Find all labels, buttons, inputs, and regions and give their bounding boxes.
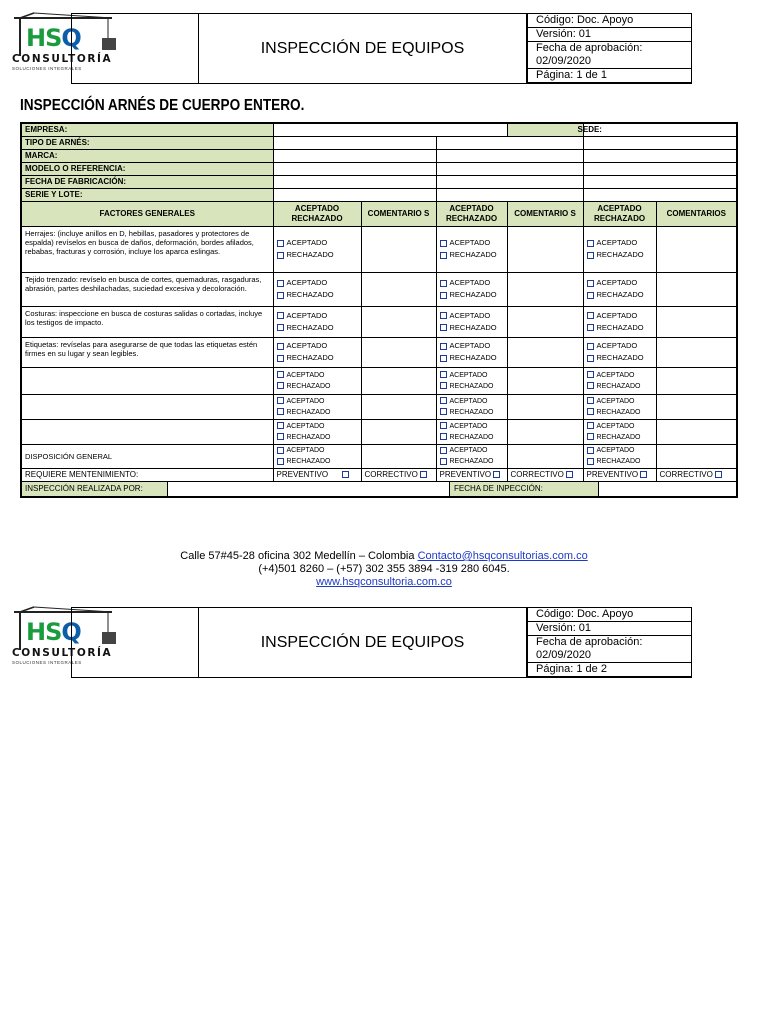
table-row bbox=[21, 394, 737, 419]
option-aceptado: ACEPTADO bbox=[596, 422, 635, 430]
table-row bbox=[21, 226, 737, 272]
field-3-value-a[interactable] bbox=[273, 162, 436, 175]
option-aceptado: ACEPTADO bbox=[449, 371, 488, 379]
doc-version: Versión: 01 bbox=[528, 28, 692, 42]
contact-footer bbox=[0, 550, 768, 589]
option-cell bbox=[583, 394, 656, 419]
option-aceptado: ACEPTADO bbox=[286, 397, 325, 405]
option-rechazado: RECHAZADO bbox=[596, 322, 644, 332]
option-aceptado: ACEPTADO bbox=[596, 341, 638, 350]
option-rechazado: RECHAZADO bbox=[286, 433, 331, 441]
col-aceptado-2: ACEPTADO RECHAZADO bbox=[436, 201, 507, 226]
option-rechazado: RECHAZADO bbox=[449, 382, 494, 390]
option-rechazado: RECHAZADO bbox=[449, 250, 497, 259]
logo-brand: HSQ bbox=[26, 618, 81, 646]
doc-page: Página: 1 de 2 bbox=[528, 663, 692, 677]
option-rechazado: RECHAZADO bbox=[449, 290, 497, 299]
option-cell bbox=[583, 367, 656, 394]
preventivo-cell bbox=[583, 468, 656, 481]
checkbox-aceptado[interactable] bbox=[587, 280, 594, 287]
requiere-mantenimiento-label: REQUIERE MENTENIMIENTO: bbox=[21, 468, 273, 481]
approval-date: 02/09/2020 bbox=[536, 649, 592, 661]
field-5-value-a[interactable] bbox=[273, 188, 436, 201]
inspection-form bbox=[20, 122, 738, 498]
comment-cell[interactable] bbox=[507, 444, 583, 468]
table-row bbox=[21, 419, 737, 444]
field-3-value-b[interactable] bbox=[436, 162, 583, 175]
factor-herrajes: Herrajes: (incluye anillos en D, hebillas, pasadores y protectores de espalda) revíselos en busca de daños, deformación, bordes afilados, rebabas, fracturas y corrosión, incluye los aparca eslingas. bbox=[21, 226, 273, 272]
checkbox-aceptado[interactable] bbox=[587, 343, 594, 350]
option-aceptado: ACEPTADO bbox=[596, 397, 635, 405]
option-rechazado: RECHAZADO bbox=[596, 382, 641, 390]
option-rechazado: RECHAZADO bbox=[449, 433, 494, 441]
table-row bbox=[21, 337, 737, 367]
comment-cell[interactable] bbox=[507, 306, 583, 337]
factor-etiquetas: Etiquetas: revíselas para asegurarse de que todas las etiquetas estén firmes en su lugar y sean legibles. bbox=[21, 337, 273, 367]
checkbox-aceptado[interactable] bbox=[277, 447, 284, 454]
comment-cell[interactable] bbox=[656, 306, 737, 337]
modelo-label: MODELO O REFERENCIA: bbox=[21, 162, 273, 175]
col-factores-generales: FACTORES GENERALES bbox=[21, 201, 273, 226]
option-rechazado: RECHAZADO bbox=[449, 353, 497, 362]
option-rechazado: RECHAZADO bbox=[286, 353, 334, 362]
field-1-value-c[interactable] bbox=[583, 136, 737, 149]
option-aceptado: ACEPTADO bbox=[596, 310, 638, 320]
fecha-fabricacion-label: FECHA DE FABRICACIÓN: bbox=[21, 175, 273, 188]
doc-code: Código: Doc. Apoyo bbox=[528, 608, 692, 622]
option-aceptado: ACEPTADO bbox=[286, 310, 328, 320]
comment-cell[interactable] bbox=[507, 337, 583, 367]
logo-name: CONSULTORÍA bbox=[12, 647, 113, 659]
option-rechazado: RECHAZADO bbox=[286, 290, 334, 299]
checkbox-aceptado[interactable] bbox=[440, 280, 447, 287]
checkbox-aceptado[interactable] bbox=[440, 343, 447, 350]
field-5-value-b[interactable] bbox=[436, 188, 583, 201]
comment-cell[interactable] bbox=[361, 306, 436, 337]
approval-date: 02/09/2020 bbox=[536, 55, 592, 67]
sede-label: SEDE: bbox=[507, 123, 583, 136]
option-rechazado: RECHAZADO bbox=[596, 250, 644, 259]
option-aceptado: ACEPTADO bbox=[449, 422, 488, 430]
comment-cell[interactable] bbox=[656, 337, 737, 367]
checkbox-rechazado[interactable] bbox=[587, 355, 594, 362]
preventivo-cell bbox=[436, 468, 507, 481]
comment-cell[interactable] bbox=[361, 444, 436, 468]
checkbox-rechazado[interactable] bbox=[440, 382, 447, 389]
checkbox-aceptado[interactable] bbox=[587, 312, 594, 319]
doc-page: Página: 1 de 1 bbox=[528, 69, 692, 83]
comment-cell[interactable] bbox=[656, 226, 737, 272]
table-row bbox=[21, 367, 737, 394]
col-comentario-2: COMENTARIO S bbox=[507, 201, 583, 226]
correctivo-label: CORRECTIVO bbox=[659, 470, 713, 479]
checkbox-rechazado[interactable] bbox=[277, 355, 284, 362]
correctivo-cell bbox=[656, 468, 737, 481]
col-comentario-1: COMENTARIO S bbox=[361, 201, 436, 226]
approval-label: Fecha de aprobación: bbox=[536, 42, 643, 54]
option-cell bbox=[583, 226, 656, 272]
option-cell bbox=[436, 394, 507, 419]
col-aceptado-3: ACEPTADO RECHAZADO bbox=[583, 201, 656, 226]
field-4-value-a[interactable] bbox=[273, 175, 436, 188]
footer-website-link[interactable]: www.hsqconsultoria.com.co bbox=[316, 576, 452, 588]
logo-tagline: SOLUCIONES INTEGRALES bbox=[12, 660, 82, 665]
option-cell bbox=[436, 226, 507, 272]
comment-cell[interactable] bbox=[656, 367, 737, 394]
option-cell bbox=[583, 306, 656, 337]
footer-row-cell bbox=[21, 481, 737, 497]
checkbox-aceptado[interactable] bbox=[440, 240, 447, 247]
table-row bbox=[21, 272, 737, 306]
comment-cell[interactable] bbox=[361, 272, 436, 306]
checkbox-rechazado[interactable] bbox=[277, 382, 284, 389]
doc-version: Versión: 01 bbox=[528, 622, 692, 636]
comment-cell[interactable] bbox=[361, 337, 436, 367]
checkbox-rechazado[interactable] bbox=[587, 382, 594, 389]
option-rechazado: RECHAZADO bbox=[596, 458, 641, 465]
option-rechazado: RECHAZADO bbox=[596, 290, 644, 299]
option-rechazado: RECHAZADO bbox=[286, 382, 331, 390]
logo-tagline: SOLUCIONES INTEGRALES bbox=[12, 66, 82, 71]
factor-blank[interactable] bbox=[21, 367, 273, 394]
disposicion-general: DISPOSICIÓN GENERAL bbox=[21, 444, 273, 468]
sede-field[interactable] bbox=[583, 123, 737, 136]
option-rechazado: RECHAZADO bbox=[286, 250, 334, 259]
document-meta bbox=[527, 13, 692, 83]
checkbox-aceptado[interactable] bbox=[277, 343, 284, 350]
option-cell bbox=[273, 272, 361, 306]
checkbox-rechazado[interactable] bbox=[440, 433, 447, 440]
checkbox-aceptado[interactable] bbox=[277, 397, 284, 404]
checkbox-aceptado[interactable] bbox=[440, 422, 447, 429]
document-title: INSPECCIÓN DE EQUIPOS bbox=[260, 633, 465, 651]
correctivo-cell bbox=[361, 468, 436, 481]
checkbox-aceptado[interactable] bbox=[587, 397, 594, 404]
logo-brand: HSQ bbox=[26, 24, 81, 52]
marca-label: MARCA: bbox=[21, 149, 273, 162]
checkbox-preventivo[interactable] bbox=[493, 471, 500, 478]
checkbox-rechazado[interactable] bbox=[587, 408, 594, 415]
empresa-label: EMPRESA: bbox=[21, 123, 273, 136]
option-rechazado: RECHAZADO bbox=[449, 322, 497, 332]
checkbox-aceptado[interactable] bbox=[440, 397, 447, 404]
option-cell bbox=[583, 444, 656, 468]
preventivo-label: PREVENTIVO bbox=[586, 470, 639, 479]
factor-tejido: Tejido trenzado: revíselo en busca de cortes, quemaduras, rasgaduras, abrasión, partes deshilachadas, suciedad excesiva y decoloración. bbox=[21, 272, 273, 306]
correctivo-label: CORRECTIVO bbox=[364, 470, 418, 479]
comment-cell[interactable] bbox=[656, 419, 737, 444]
option-aceptado: ACEPTADO bbox=[449, 447, 488, 454]
option-cell bbox=[436, 419, 507, 444]
checkbox-rechazado[interactable] bbox=[440, 458, 447, 465]
option-aceptado: ACEPTADO bbox=[449, 310, 491, 320]
option-aceptado: ACEPTADO bbox=[596, 371, 635, 379]
option-cell bbox=[273, 226, 361, 272]
option-cell bbox=[583, 419, 656, 444]
option-aceptado: ACEPTADO bbox=[286, 278, 328, 287]
option-aceptado: ACEPTADO bbox=[286, 341, 328, 350]
checkbox-rechazado[interactable] bbox=[440, 408, 447, 415]
checkbox-aceptado[interactable] bbox=[277, 422, 284, 429]
option-aceptado: ACEPTADO bbox=[596, 278, 638, 287]
realizada-por-label: INSPECCIÓN REALIZADA POR: bbox=[22, 482, 168, 496]
footer-address: Calle 57#45-28 oficina 302 Medellín – Colombia bbox=[180, 550, 415, 562]
comment-cell[interactable] bbox=[507, 394, 583, 419]
option-cell bbox=[436, 272, 507, 306]
option-cell bbox=[273, 444, 361, 468]
option-aceptado: ACEPTADO bbox=[286, 422, 325, 430]
option-cell bbox=[273, 419, 361, 444]
option-rechazado: RECHAZADO bbox=[596, 408, 641, 416]
preventivo-label: PREVENTIVO bbox=[439, 470, 492, 479]
doc-approval bbox=[528, 42, 692, 69]
option-cell bbox=[273, 337, 361, 367]
approval-label: Fecha de aprobación: bbox=[536, 636, 643, 648]
checkbox-rechazado[interactable] bbox=[587, 252, 594, 259]
serie-lote-label: SERIE Y LOTE: bbox=[21, 188, 273, 201]
option-aceptado: ACEPTADO bbox=[449, 397, 488, 405]
option-aceptado: ACEPTADO bbox=[449, 278, 491, 287]
fecha-inspeccion-field[interactable] bbox=[599, 482, 736, 496]
checkbox-aceptado[interactable] bbox=[277, 312, 284, 319]
checkbox-rechazado[interactable] bbox=[440, 324, 447, 331]
checkbox-aceptado[interactable] bbox=[587, 240, 594, 247]
option-cell bbox=[583, 272, 656, 306]
col-comentarios-3: COMENTARIOS bbox=[656, 201, 737, 226]
checkbox-rechazado[interactable] bbox=[440, 292, 447, 299]
fecha-inspeccion-label: FECHA DE INPECCIÓN: bbox=[450, 482, 599, 496]
checkbox-correctivo[interactable] bbox=[566, 471, 573, 478]
option-cell bbox=[436, 367, 507, 394]
comment-cell[interactable] bbox=[361, 226, 436, 272]
preventivo-label: PREVENTIVO bbox=[276, 470, 329, 479]
checkbox-rechazado[interactable] bbox=[277, 252, 284, 259]
checkbox-aceptado[interactable] bbox=[587, 422, 594, 429]
comment-cell[interactable] bbox=[507, 367, 583, 394]
sheet-title: INSPECCIÓN ARNÉS DE CUERPO ENTERO. bbox=[20, 97, 305, 114]
field-4-value-b[interactable] bbox=[436, 175, 583, 188]
checkbox-rechazado[interactable] bbox=[587, 433, 594, 440]
empresa-field[interactable] bbox=[273, 123, 507, 136]
tipo-arnes-label: TIPO DE ARNÉS: bbox=[21, 136, 273, 149]
option-cell bbox=[273, 394, 361, 419]
logo-brand-q: Q bbox=[61, 24, 81, 52]
field-2-value-b[interactable] bbox=[436, 149, 583, 162]
checkbox-aceptado[interactable] bbox=[440, 447, 447, 454]
option-rechazado: RECHAZADO bbox=[286, 458, 331, 465]
correctivo-label: CORRECTIVO bbox=[510, 470, 564, 479]
correctivo-cell bbox=[507, 468, 583, 481]
option-aceptado: ACEPTADO bbox=[286, 238, 328, 247]
checkbox-rechazado[interactable] bbox=[277, 433, 284, 440]
checkbox-aceptado[interactable] bbox=[587, 371, 594, 378]
option-aceptado: ACEPTADO bbox=[596, 238, 638, 247]
option-rechazado: RECHAZADO bbox=[596, 433, 641, 441]
factor-blank[interactable] bbox=[21, 419, 273, 444]
checkbox-aceptado[interactable] bbox=[277, 280, 284, 287]
checkbox-rechazado[interactable] bbox=[440, 355, 447, 362]
table-row bbox=[21, 481, 737, 497]
option-cell bbox=[273, 306, 361, 337]
footer-phones: (+4)501 8260 – (+57) 302 355 3894 -319 280 6045. bbox=[258, 563, 510, 575]
factor-blank[interactable] bbox=[21, 394, 273, 419]
preventivo-cell bbox=[273, 468, 361, 481]
field-2-value-c[interactable] bbox=[583, 149, 737, 162]
comment-cell[interactable] bbox=[656, 394, 737, 419]
document-meta bbox=[527, 607, 692, 677]
checkbox-rechazado[interactable] bbox=[277, 458, 284, 465]
doc-approval bbox=[528, 636, 692, 663]
checkbox-aceptado[interactable] bbox=[277, 240, 284, 247]
option-rechazado: RECHAZADO bbox=[449, 408, 494, 416]
comment-cell[interactable] bbox=[656, 272, 737, 306]
comment-cell[interactable] bbox=[656, 444, 737, 468]
footer-email-link[interactable]: Contacto@hsqconsultorias.com.co bbox=[417, 550, 588, 562]
option-rechazado: RECHAZADO bbox=[596, 353, 644, 362]
doc-code: Código: Doc. Apoyo bbox=[528, 14, 692, 28]
comment-cell[interactable] bbox=[361, 367, 436, 394]
option-aceptado: ACEPTADO bbox=[449, 341, 491, 350]
comment-cell[interactable] bbox=[361, 394, 436, 419]
table-row bbox=[21, 306, 737, 337]
checkbox-rechazado[interactable] bbox=[587, 458, 594, 465]
option-rechazado: RECHAZADO bbox=[286, 408, 331, 416]
logo-name: CONSULTORÍA bbox=[12, 53, 113, 65]
field-5-value-c[interactable] bbox=[583, 188, 737, 201]
checkbox-rechazado[interactable] bbox=[587, 324, 594, 331]
table-row bbox=[21, 444, 737, 468]
option-aceptado: ACEPTADO bbox=[596, 447, 635, 454]
logo-brand-q: Q bbox=[61, 618, 81, 646]
checkbox-rechazado[interactable] bbox=[587, 292, 594, 299]
realizada-por-field[interactable] bbox=[168, 482, 450, 496]
table-row bbox=[21, 468, 737, 481]
col-aceptado-1: ACEPTADO RECHAZADO bbox=[273, 201, 361, 226]
field-1-value-a[interactable] bbox=[273, 136, 436, 149]
checkbox-correctivo[interactable] bbox=[715, 471, 722, 478]
checkbox-aceptado[interactable] bbox=[440, 312, 447, 319]
checkbox-aceptado[interactable] bbox=[440, 371, 447, 378]
checkbox-aceptado[interactable] bbox=[277, 371, 284, 378]
checkbox-rechazado[interactable] bbox=[277, 408, 284, 415]
option-cell bbox=[436, 444, 507, 468]
document-title: INSPECCIÓN DE EQUIPOS bbox=[260, 39, 465, 57]
checkbox-rechazado[interactable] bbox=[277, 292, 284, 299]
option-aceptado: ACEPTADO bbox=[449, 238, 491, 247]
checkbox-preventivo[interactable] bbox=[342, 471, 349, 478]
comment-cell[interactable] bbox=[507, 226, 583, 272]
field-2-value-a[interactable] bbox=[273, 149, 436, 162]
checkbox-preventivo[interactable] bbox=[640, 471, 647, 478]
field-4-value-c[interactable] bbox=[583, 175, 737, 188]
comment-cell[interactable] bbox=[507, 272, 583, 306]
option-cell bbox=[583, 337, 656, 367]
field-3-value-c[interactable] bbox=[583, 162, 737, 175]
checkbox-rechazado[interactable] bbox=[277, 324, 284, 331]
checkbox-rechazado[interactable] bbox=[440, 252, 447, 259]
option-cell bbox=[436, 337, 507, 367]
option-cell bbox=[273, 367, 361, 394]
option-aceptado: ACEPTADO bbox=[286, 371, 325, 379]
option-rechazado: RECHAZADO bbox=[286, 322, 334, 332]
option-aceptado: ACEPTADO bbox=[286, 447, 325, 454]
factor-costuras: Costuras: inspeccione en busca de costuras salidas o cortadas, incluye los testigos de impacto. bbox=[21, 306, 273, 337]
checkbox-aceptado[interactable] bbox=[587, 447, 594, 454]
comment-cell[interactable] bbox=[507, 419, 583, 444]
comment-cell[interactable] bbox=[361, 419, 436, 444]
checkbox-correctivo[interactable] bbox=[420, 471, 427, 478]
option-rechazado: RECHAZADO bbox=[449, 458, 494, 465]
option-cell bbox=[436, 306, 507, 337]
field-1-value-b[interactable] bbox=[436, 136, 583, 149]
